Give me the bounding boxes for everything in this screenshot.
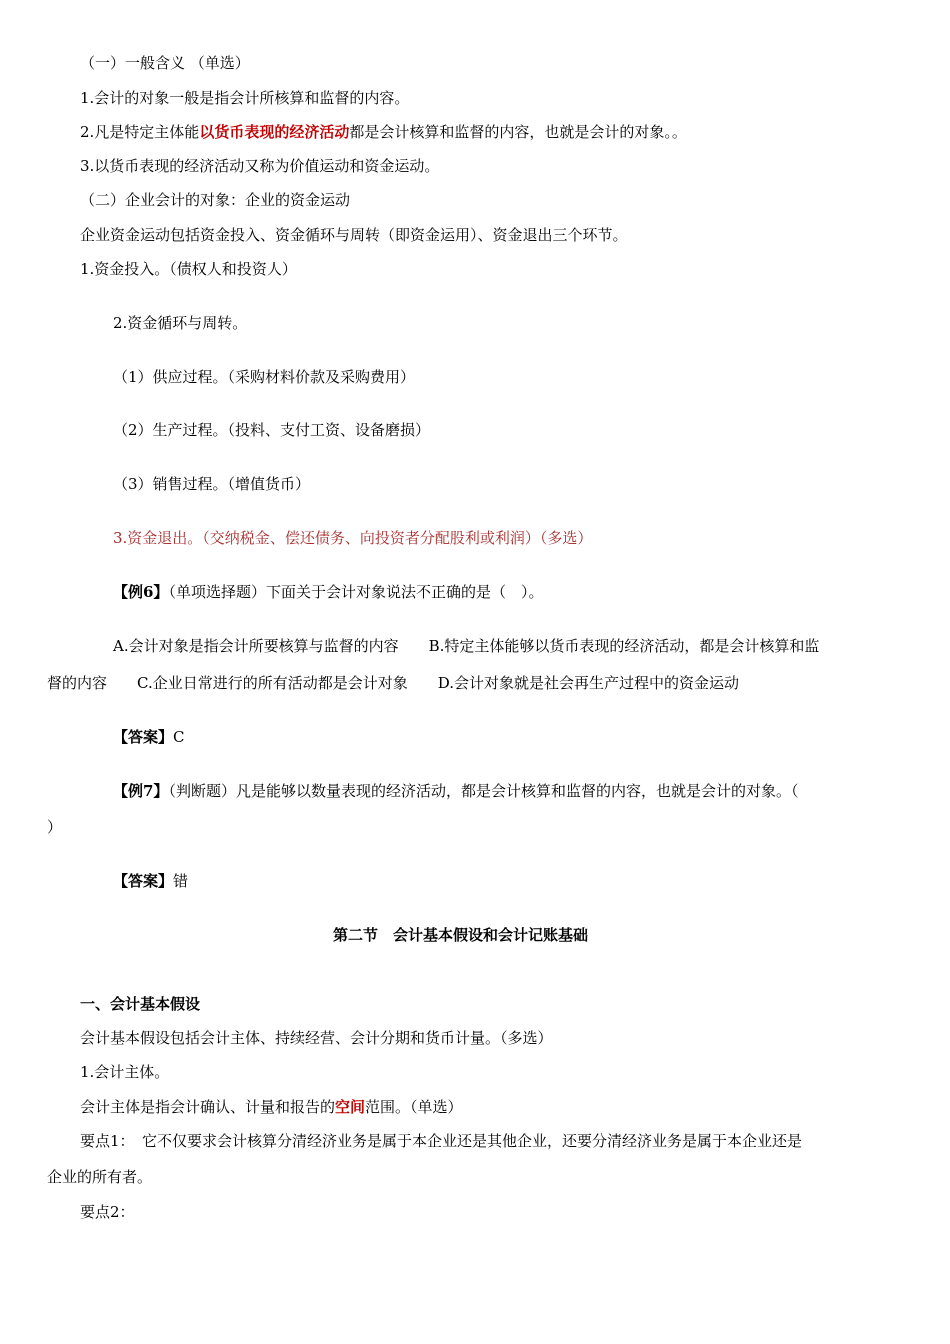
answer-options: A.会计对象是指会计所要核算与监督的内容 B.特定主体能够以货币表现的经济活动，都是会计核算和监 bbox=[113, 637, 820, 655]
paragraph: 会计基本假设包括会计主体、持续经营、会计分期和货币计量。（多选） bbox=[80, 1029, 553, 1047]
highlighted-text: 以货币表现的经济活动 bbox=[199, 123, 350, 141]
list-item: 2.资金循环与周转。 bbox=[113, 314, 248, 332]
answer-value: C bbox=[173, 728, 185, 746]
question-text: （单项选择题）下面关于会计对象说法不正确的是（ ）。 bbox=[168, 583, 544, 601]
highlighted-text: 空间 bbox=[335, 1098, 366, 1116]
example-label: 【例7】 bbox=[113, 782, 169, 800]
answer-label: 【答案】 bbox=[113, 872, 174, 890]
answer-label: 【答案】 bbox=[113, 728, 174, 746]
answer-options-continued: 督的内容 C.企业日常进行的所有活动都是会计对象 D.会计对象就是社会再生产过程中的资金运动 bbox=[47, 674, 739, 692]
answer bbox=[113, 726, 185, 748]
list-item: （2）生产过程。（投料、支付工资、设备磨损） bbox=[113, 421, 431, 439]
section-title: 第二节 会计基本假设和会计记账基础 bbox=[333, 926, 589, 944]
paragraph: 1.会计的对象一般是指会计所核算和监督的内容。 bbox=[80, 89, 410, 107]
paragraph bbox=[80, 121, 687, 143]
text-span: 都是会计核算和监督的内容，也就是会计的对象。。 bbox=[349, 123, 687, 141]
example-label: 【例6】 bbox=[113, 583, 169, 601]
key-point-continued: 企业的所有者。 bbox=[47, 1168, 153, 1186]
paragraph: 3.以货币表现的经济活动又称为价值运动和资金运动。 bbox=[80, 157, 440, 175]
key-point: 要点1： 它不仅要求会计核算分清经济业务是属于本企业还是其他企业，还要分清经济业务是属于本企业还是 bbox=[80, 1132, 803, 1150]
example-question bbox=[113, 780, 798, 802]
list-item: 1.资金投入。（债权人和投资人） bbox=[80, 260, 297, 278]
subsection-title: 一、会计基本假设 bbox=[80, 995, 201, 1013]
answer-value: 错 bbox=[173, 872, 189, 890]
text-span: 会计主体是指会计确认、计量和报告的 bbox=[80, 1098, 336, 1116]
text-span: 2.凡是特定主体能 bbox=[80, 123, 200, 141]
text-span: 范围。（单选） bbox=[365, 1098, 463, 1116]
key-point: 要点2： bbox=[80, 1203, 135, 1221]
section-heading-enterprise-object: （二）企业会计的对象：企业的资金运动 bbox=[80, 191, 351, 209]
paragraph bbox=[80, 1096, 463, 1118]
list-item: 1.会计主体。 bbox=[80, 1063, 170, 1081]
question-continued: ） bbox=[47, 818, 63, 836]
answer bbox=[113, 870, 188, 892]
example-question bbox=[113, 581, 543, 603]
paragraph: 企业资金运动包括资金投入、资金循环与周转（即资金运用）、资金退出三个环节。 bbox=[80, 226, 628, 244]
question-text: （判断题）凡是能够以数量表现的经济活动，都是会计核算和监督的内容，也就是会计的对象。（ bbox=[168, 782, 799, 800]
list-item-highlighted: 3.资金退出。（交纳税金、偿还债务、向投资者分配股利或利润）（多选） bbox=[113, 529, 593, 547]
list-item: （3）销售过程。（增值货币） bbox=[113, 475, 311, 493]
section-heading-general-meaning: （一）一般含义 （单选） bbox=[80, 54, 250, 72]
list-item: （1）供应过程。（采购材料价款及采购费用） bbox=[113, 368, 416, 386]
